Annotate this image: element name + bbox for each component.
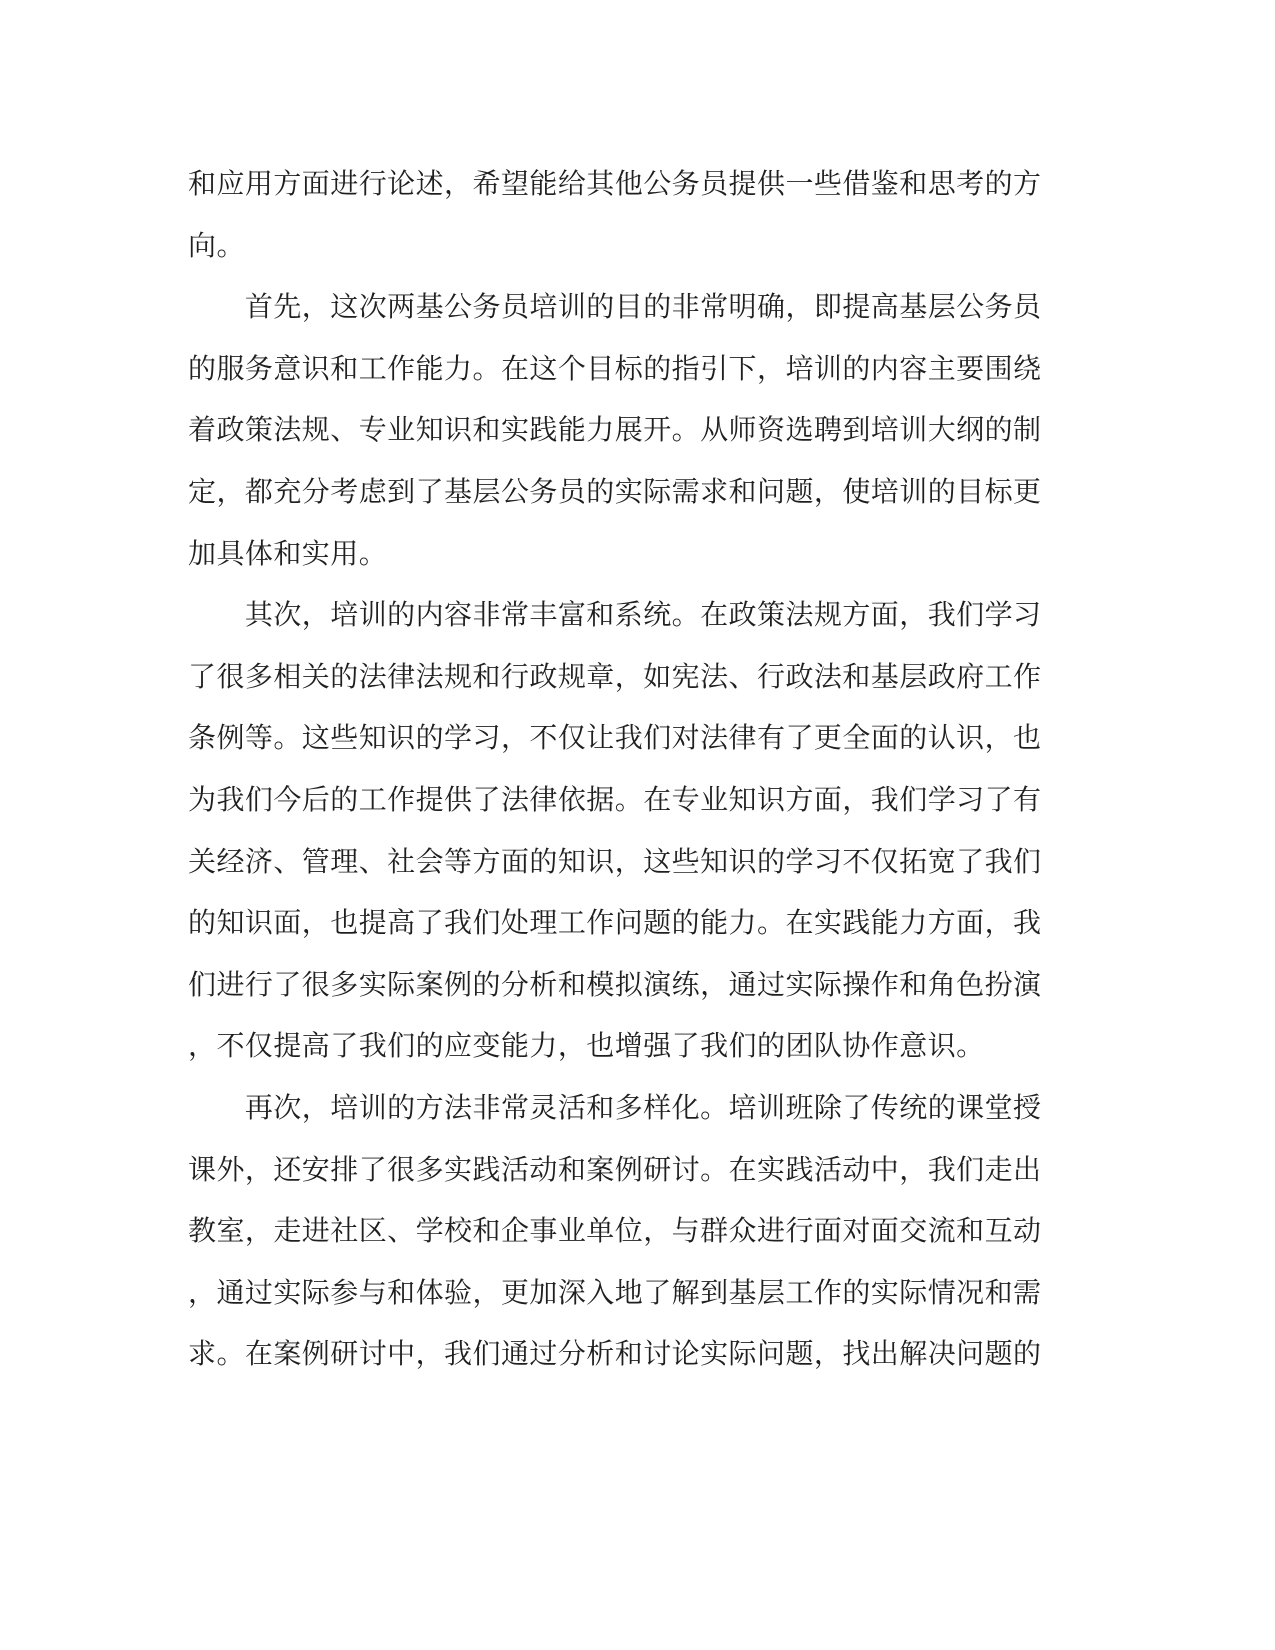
text-line: 教室，走进社区、学校和企事业单位，与群众进行面对面交流和互动 bbox=[188, 1216, 1042, 1248]
document-text-block bbox=[188, 154, 1048, 1386]
text-line: 关经济、管理、社会等方面的知识，这些知识的学习不仅拓宽了我们 bbox=[188, 846, 1042, 878]
text-line: 的知识面，也提高了我们处理工作问题的能力。在实践能力方面，我 bbox=[188, 908, 1042, 940]
text-line: 求。在案例研讨中，我们通过分析和讨论实际问题，找出解决问题的 bbox=[188, 1339, 1042, 1371]
text-line: 的服务意识和工作能力。在这个目标的指引下，培训的内容主要围绕 bbox=[188, 353, 1042, 385]
text-line: 其次，培训的内容非常丰富和系统。在政策法规方面，我们学习 bbox=[188, 600, 1042, 632]
text-line: 们进行了很多实际案例的分析和模拟演练，通过实际操作和角色扮演 bbox=[188, 969, 1042, 1001]
text-line: 着政策法规、专业知识和实践能力展开。从师资选聘到培训大纲的制 bbox=[188, 415, 1042, 447]
text-line: 条例等。这些知识的学习，不仅让我们对法律有了更全面的认识，也 bbox=[188, 723, 1042, 755]
text-line: 加具体和实用。 bbox=[188, 538, 388, 570]
text-line: 了很多相关的法律法规和行政规章，如宪法、行政法和基层政府工作 bbox=[188, 661, 1042, 693]
text-line: ，通过实际参与和体验，更加深入地了解到基层工作的实际情况和需 bbox=[188, 1277, 1042, 1309]
text-line: 课外，还安排了很多实践活动和案例研讨。在实践活动中，我们走出 bbox=[188, 1154, 1042, 1186]
text-line: 定，都充分考虑到了基层公务员的实际需求和问题，使培训的目标更 bbox=[188, 476, 1042, 508]
text-line: ，不仅提高了我们的应变能力，也增强了我们的团队协作意识。 bbox=[188, 1031, 985, 1063]
text-line: 为我们今后的工作提供了法律依据。在专业知识方面，我们学习了有 bbox=[188, 784, 1042, 816]
text-line: 向。 bbox=[188, 230, 245, 262]
text-line: 和应用方面进行论述，希望能给其他公务员提供一些借鉴和思考的方 bbox=[188, 169, 1042, 200]
text-line: 首先，这次两基公务员培训的目的非常明确，即提高基层公务员 bbox=[188, 292, 1042, 324]
text-line: 再次，培训的方法非常灵活和多样化。培训班除了传统的课堂授 bbox=[188, 1092, 1042, 1124]
